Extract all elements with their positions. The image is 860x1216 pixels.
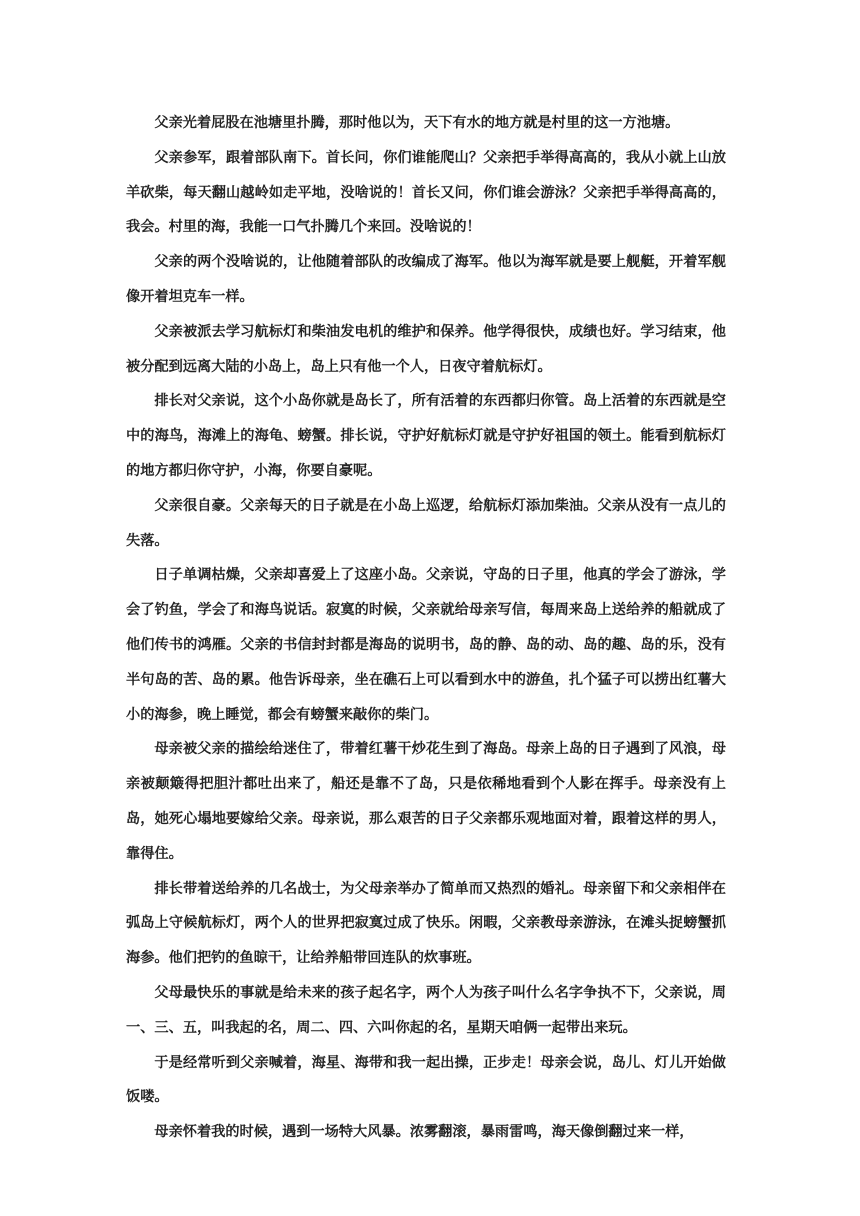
paragraph-2: 父亲参军，跟着部队南下。首长问，你们谁能爬山？父亲把手举得高高的，我从小就上山放羊砍柴，每天翻山越岭如走平地，没啥说的！首长又问，你们谁会游泳？父亲把手举得高高的，我会。村里的海，我能一口气扑腾几个来回。没啥说的！ bbox=[126, 149, 726, 236]
paragraph-5: 排长对父亲说，这个小岛你就是岛长了，所有活着的东西都归你管。岛上活着的东西就是空中的海鸟，海滩上的海龟、螃蟹。排长说，守护好航标灯就是守护好祖国的领土。能看到航标灯的地方都归你守护，小海，你要自豪呢。 bbox=[126, 393, 726, 479]
paragraph-4: 父亲被派去学习航标灯和柴油发电机的维护和保养。他学得很快，成绩也好。学习结束，他被分配到远离大陆的小岛上，岛上只有他一个人，日夜守着航标灯。 bbox=[126, 323, 726, 375]
paragraph-12: 母亲怀着我的时候，遇到一场特大风暴。浓雾翻滚，暴雨雷鸣，海天像倒翻过来一样， bbox=[154, 1124, 694, 1141]
paragraph-3: 父亲的两个没啥说的，让他随着部队的改编成了海军。他以为海军就是要上舰艇，开着军舰像开着坦克车一样。 bbox=[126, 254, 726, 305]
paragraph-9: 排长带着送给养的几名战士，为父母亲举办了简单而又热烈的婚礼。母亲留下和父亲相伴在弧岛上守候航标灯，两个人的世界把寂寞过成了快乐。闲暇，父亲教母亲游泳，在滩头捉螃蟹抓海参。他们把钓的鱼晾干，让给养船带回连队的炊事班。 bbox=[126, 880, 726, 967]
paragraph-1: 父亲光着屁股在池塘里扑腾，那时他以为，天下有水的地方就是村里的这一方池塘。 bbox=[154, 115, 680, 131]
paragraph-8: 母亲被父亲的描绘给迷住了，带着红薯干炒花生到了海岛。母亲上岛的日子遇到了风浪，母亲被颠簸得把胆汁都吐出来了，船还是靠不了岛，只是依稀地看到个人影在挥手。母亲没有上岛，她死心塌地要嫁给父亲。母亲说，那么艰苦的日子父亲都乐观地面对着，跟着这样的男人，靠得住。 bbox=[126, 741, 726, 862]
paragraph-11: 于是经常听到父亲喊着，海星、海带和我一起出操，正步走！母亲会说，岛儿、灯儿开始做饭喽。 bbox=[126, 1054, 726, 1106]
paragraph-7: 日子单调枯燥，父亲却喜爱上了这座小岛。父亲说，守岛的日子里，他真的学会了游泳，学会了钓鱼，学会了和海鸟说话。寂寞的时候，父亲就给母亲写信，每周来岛上送给养的船就成了他们传书的鸿雁。父亲的书信封封都是海岛的说明书，岛的静、岛的动、岛的趣、岛的乐，没有半句岛的苦、岛的累。他告诉母亲，坐在礁石上可以看到水中的游鱼，扎个猛子可以捞出红薯大小的海参，晚上睡觉，都会有螃蟹来敲你的柴门。 bbox=[126, 567, 726, 723]
article-body bbox=[126, 106, 726, 1150]
paragraph-6: 父亲很自豪。父亲每天的日子就是在小岛上巡逻，给航标灯添加柴油。父亲从没有一点儿的失落。 bbox=[126, 497, 726, 549]
paragraph-10: 父母最快乐的事就是给未来的孩子起名字，两个人为孩子叫什么名字争执不下，父亲说，周一、三、五，叫我起的名，周二、四、六叫你起的名，星期天咱俩一起带出来玩。 bbox=[126, 984, 726, 1036]
